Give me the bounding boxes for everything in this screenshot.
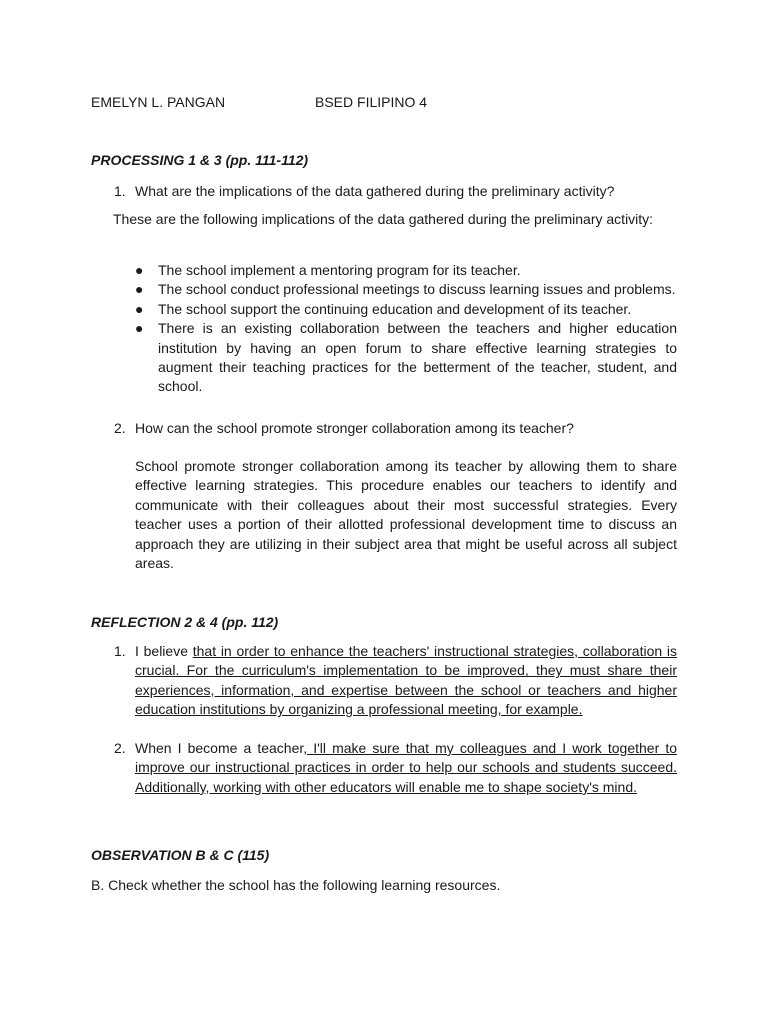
reflection-item-2 — [114, 739, 677, 797]
reflection-underlined: , I'll make sure that my colleagues and I work together to improve our instructional practices in order to help our schools and students succeed. Additionally, working with other educators will enable me to shape society's mind. — [135, 740, 677, 795]
student-name: EMELYN L. PANGAN — [91, 94, 226, 110]
question-text: What are the implications of the data gathered during the preliminary activity? — [135, 183, 615, 199]
list-item-text: There is an existing collaboration between the teachers and higher education institution by having an open forum to share effective learning strategies to augment their teaching practices for the betterment of the teacher, student, and school. — [158, 320, 677, 395]
list-item — [135, 280, 677, 299]
bullet-icon: ● — [135, 320, 144, 337]
bullet-icon: ● — [135, 300, 144, 317]
list-item — [135, 319, 677, 397]
processing-question-2 — [114, 419, 677, 438]
bullet-icon: ● — [135, 281, 144, 298]
bullet-icon: ● — [135, 262, 144, 278]
implications-intro: These are the following implications of the data gathered during the preliminary activity: — [113, 211, 654, 227]
item-number: 1. — [114, 643, 126, 659]
collaboration-answer: School promote stronger collaboration among its teacher by allowing them to share effective learning strategies. This procedure enables our teachers to identify and communicate with their colleagues about their most successful strategies. Every teacher uses a portion of their allotted professional development time to discuss an approach they are utilizing in their subject area that might be useful across all subject areas. — [135, 458, 677, 572]
item-number: 1. — [114, 183, 126, 199]
processing-question-1 — [114, 182, 677, 201]
processing-title: PROCESSING 1 & 3 (pp. 111-112) — [91, 152, 309, 168]
student-course: BSED FILIPINO 4 — [315, 94, 428, 110]
list-item-text: The school support the continuing education and development of its teacher. — [158, 300, 632, 317]
item-number: 2. — [114, 740, 126, 756]
item-number: 2. — [114, 420, 126, 436]
question-text: How can the school promote stronger collaboration among its teacher? — [135, 420, 574, 436]
list-item — [135, 261, 677, 280]
list-item — [135, 300, 677, 319]
list-item-text: The school conduct professional meetings to discuss learning issues and problems. — [158, 281, 676, 298]
implications-list — [135, 261, 677, 397]
list-item-text: The school implement a mentoring program for its teacher. — [158, 262, 521, 278]
reflection-title: REFLECTION 2 & 4 (pp. 112) — [91, 614, 279, 630]
reflection-item-1 — [114, 642, 677, 720]
reflection-lead: I believe — [135, 643, 193, 659]
reflection-text — [135, 739, 677, 797]
reflection-text — [135, 642, 677, 720]
reflection-lead: When I become a teacher — [135, 740, 304, 756]
observation-title: OBSERVATION B & C (115) — [91, 847, 270, 863]
observation-instruction: B. Check whether the school has the following learning resources. — [91, 877, 501, 893]
reflection-underlined: that in order to enhance the teachers' instructional strategies, collaboration is crucial. For the curriculum's implementation to be improved, they must share their experiences, information, and expertise between the school or teachers and higher education institutions by organizing a professional meeting, for example. — [135, 643, 677, 718]
